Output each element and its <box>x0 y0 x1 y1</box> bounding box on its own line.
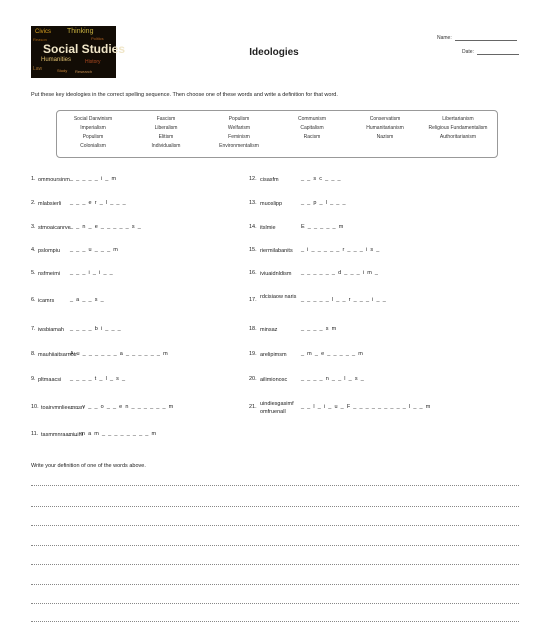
instructions: Put these key ideologies in the correct spelling sequence. Then choose one of these words and write a definition for that word. <box>31 92 338 98</box>
writing-line[interactable] <box>31 545 519 546</box>
question-right-scrambled: riermilabanits <box>260 248 293 254</box>
question-left-scrambled: nsfmeimi <box>38 271 61 277</box>
date-field[interactable] <box>462 49 519 55</box>
question-right-pattern[interactable]: _ m _ e _ _ _ _ _ m <box>301 351 364 357</box>
question-left-pattern[interactable]: _ a _ _ s _ <box>70 297 105 303</box>
question-right-pattern[interactable]: _ _ p _ l _ _ _ <box>301 200 347 206</box>
logo-word: Thinking <box>67 28 94 35</box>
question-left-number: 1. <box>31 176 36 182</box>
question-right-number: 21. <box>249 404 257 410</box>
question-right-number: 14. <box>249 224 257 230</box>
question-left-number: 10. <box>31 404 39 410</box>
page-title: Ideologies <box>249 47 299 58</box>
question-left-number: 2. <box>31 200 36 206</box>
question-right-scrambled: iviuaidnldism <box>260 271 292 277</box>
question-left-scrambled: pslompiu <box>38 248 61 254</box>
question-right-pattern[interactable]: _ _ l _ i _ u _ F _ _ _ _ _ _ _ _ _ l _ _ m <box>301 404 432 410</box>
question-right-pattern[interactable]: _ _ _ _ n _ _ l _ s _ <box>301 376 365 382</box>
writing-line[interactable] <box>31 506 519 507</box>
logo-word: Humanities <box>41 57 72 63</box>
question-right-scrambled: uindiesgasimf omfruenall <box>260 401 294 415</box>
logo-word: Reason <box>33 37 47 42</box>
word-bank-item: Authoritarianism <box>439 134 477 140</box>
word-bank-item: Fascism <box>156 116 176 122</box>
word-bank-item: Conservatism <box>369 116 401 122</box>
logo-word: Research <box>75 69 93 74</box>
question-left-number: 9. <box>31 376 36 382</box>
word-bank-item: Libertarianism <box>442 116 474 122</box>
question-left-number: 5. <box>31 270 36 276</box>
question-left-pattern[interactable]: _ _ v _ _ o _ _ e n _ _ _ _ _ _ m <box>70 404 175 410</box>
question-right-scrambled: arelipimsm <box>260 352 287 358</box>
logo-word: Civics <box>35 29 51 35</box>
question-left-pattern[interactable]: _ _ _ _ _ i _ m <box>70 176 117 182</box>
question-left-pattern[interactable]: _ _ m a m _ _ _ _ _ _ _ _ m <box>68 431 157 437</box>
word-bank-item: Humanitarianism <box>366 125 404 131</box>
question-left-pattern[interactable]: _ _ _ e r _ l _ _ _ <box>70 200 127 206</box>
date-label: Date: <box>462 49 474 55</box>
question-left-pattern[interactable]: _ _ _ u _ _ _ m <box>70 247 119 253</box>
question-right-scrambled: ailimionosc <box>260 377 288 383</box>
question-left-scrambled: toairvmnlieemnsn <box>41 405 85 411</box>
word-bank-item: Religious Fundamentalism <box>428 125 488 131</box>
question-left-scrambled: iwsbiamah <box>38 327 64 333</box>
writing-line[interactable] <box>31 485 519 486</box>
word-bank-item: Nazism <box>376 134 394 140</box>
question-left-scrambled: mauhiiaitsarnotr <box>38 352 78 358</box>
question-right-pattern[interactable]: _ _ _ _ s m <box>301 326 338 332</box>
logo-word: History <box>85 59 101 65</box>
question-left-scrambled: tasmmnraamiuihi <box>41 432 83 438</box>
name-line[interactable] <box>455 35 517 41</box>
question-right-number: 12. <box>249 176 257 182</box>
question-left-number: 6. <box>31 297 36 303</box>
question-left-pattern[interactable]: _ _ _ _ b i _ _ _ <box>70 326 122 332</box>
question-left-pattern[interactable]: _ _ _ i _ i _ _ <box>70 270 114 276</box>
word-bank-item: Social Darwinism <box>73 116 113 122</box>
question-left-scrambled: ommoursinm <box>38 177 70 183</box>
question-right-scrambled: itslmie <box>260 225 276 231</box>
word-bank-item: Individualism <box>151 143 181 149</box>
word-bank-item: Colonialism <box>80 143 106 149</box>
question-right-number: 13. <box>249 200 257 206</box>
question-left-scrambled: stmoaicanrve <box>38 225 71 231</box>
word-bank-item: Elitism <box>158 134 174 140</box>
question-right-scrambled: cisasfm <box>260 177 279 183</box>
word-bank-item: Environmentalism <box>219 143 259 149</box>
question-left-number: 3. <box>31 224 36 230</box>
word-bank <box>56 110 498 158</box>
question-left-pattern[interactable]: A u _ _ _ _ _ _ a _ _ _ _ _ _ m <box>70 351 169 357</box>
question-right-pattern[interactable]: _ i _ _ _ _ _ r _ _ _ i s _ <box>301 247 381 253</box>
question-right-number: 19. <box>249 351 257 357</box>
writing-line[interactable] <box>31 525 519 526</box>
question-right-number: 20. <box>249 376 257 382</box>
question-right-number: 18. <box>249 326 257 332</box>
question-right-pattern[interactable]: _ _ _ _ _ l _ _ r _ _ _ i _ _ <box>301 297 387 303</box>
question-right-scrambled: rdcisiaow naris <box>260 294 297 300</box>
word-bank-item: Communism <box>297 116 327 122</box>
question-left-pattern[interactable]: _ _ _ _ t _ l _ s _ <box>70 376 126 382</box>
word-bank-item: Capitalism <box>300 125 324 131</box>
question-right-scrambled: muoslipp <box>260 201 283 207</box>
question-left-number: 8. <box>31 351 36 357</box>
date-line[interactable] <box>477 49 519 55</box>
word-bank-item: Imperialism <box>80 125 106 131</box>
question-left-scrambled: mlabsierli <box>38 201 62 207</box>
question-right-number: 15. <box>249 247 257 253</box>
question-right-pattern[interactable]: _ _ _ _ _ _ d _ _ _ i m _ <box>301 270 379 276</box>
writing-line[interactable] <box>31 584 519 585</box>
question-right-number: 17. <box>249 297 257 303</box>
question-right-scrambled: minsaz <box>260 327 278 333</box>
question-left-scrambled: icamrs <box>38 298 55 304</box>
question-left-number: 11. <box>31 431 39 437</box>
word-bank-item: Populism <box>228 116 250 122</box>
question-right-pattern[interactable]: _ _ s c _ _ _ <box>301 176 342 182</box>
question-left-number: 4. <box>31 247 36 253</box>
writing-line[interactable] <box>31 564 519 565</box>
writing-line[interactable] <box>31 603 519 604</box>
writing-line[interactable] <box>31 621 519 622</box>
word-bank-item: Welfarism <box>227 125 251 131</box>
word-bank-item: Liberalism <box>154 125 178 131</box>
word-bank-item: Feminism <box>228 134 250 140</box>
question-left-scrambled: pltmaacsi <box>38 377 62 383</box>
logo-word: Law <box>33 66 43 72</box>
write-prompt: Write your definition of one of the words above. <box>31 463 146 469</box>
logo-word: Study <box>57 68 68 73</box>
question-left-pattern[interactable]: _ _ n _ e _ _ _ _ _ s _ <box>70 224 142 230</box>
question-right-number: 16. <box>249 270 257 276</box>
logo-word-main: Social Studies <box>43 42 126 56</box>
name-label: Name: <box>437 35 452 41</box>
word-bank-item: Populism <box>82 134 104 140</box>
name-field[interactable] <box>437 35 517 41</box>
word-bank-item: Racism <box>303 134 321 140</box>
question-left-number: 7. <box>31 326 36 332</box>
question-right-pattern[interactable]: E _ _ _ _ _ m <box>301 224 345 230</box>
logo-word: Politics <box>91 36 104 41</box>
